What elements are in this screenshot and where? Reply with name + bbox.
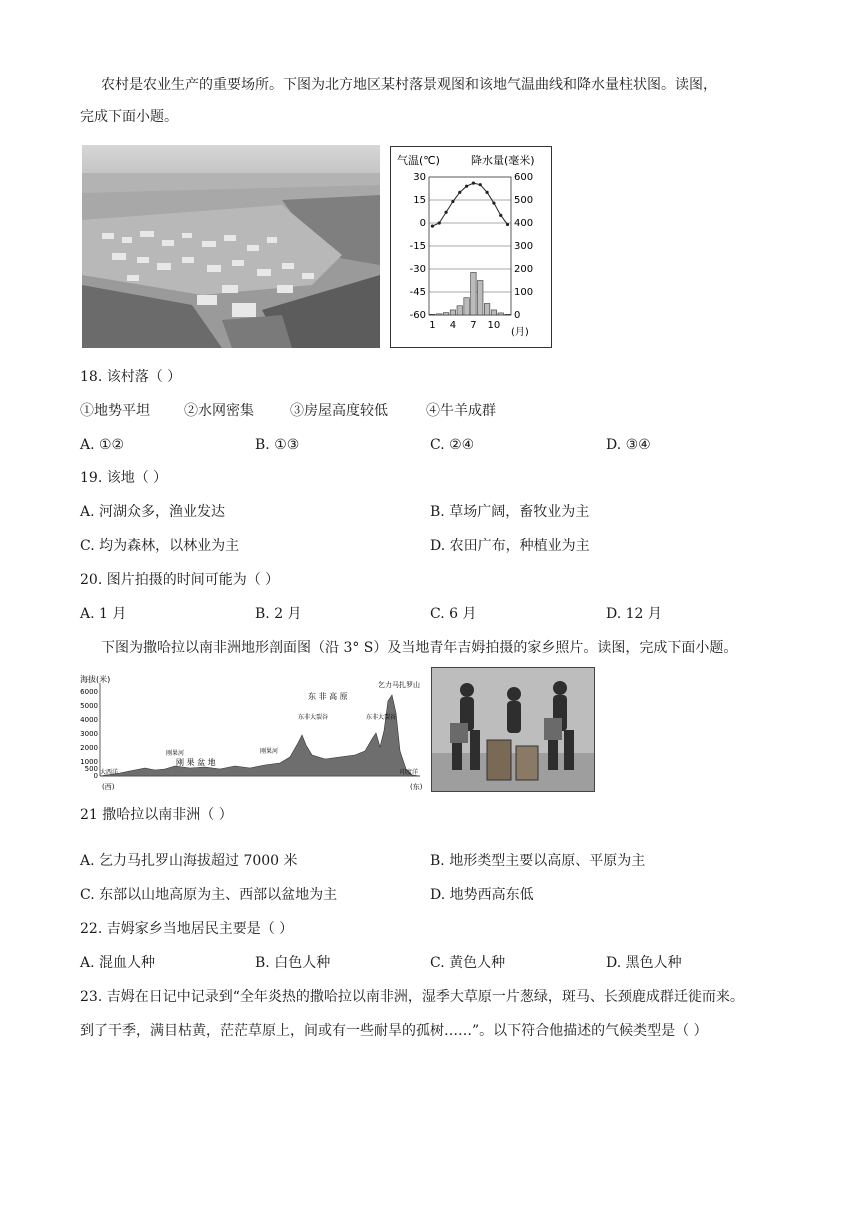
profile-label-east: (东) [410,783,423,791]
profile-label-peak: 乞力马扎罗山 [378,681,420,689]
profile-tick-1000: 1000 [80,758,98,766]
q22-option-c: C. 黄色人种 [430,955,506,971]
q22-option-d: D. 黑色人种 [606,955,682,971]
profile-y-label: 海拔(米) [80,675,111,684]
temperature-point [499,214,502,217]
chart-left-tick-label: -60 [409,310,426,321]
q22-stem: 22. 吉姆家乡当地居民主要是（ ） [80,921,294,937]
chart-right-tick-label: 0 [514,310,521,321]
precipitation-bar [443,313,448,315]
intro-paragraph-2: 下图为撒哈拉以南非洲地形剖面图（沿 3° S）及当地青年吉姆拍摄的家乡照片。读图，完成下面小题。 [101,640,738,656]
temperature-point [438,221,441,224]
q21-option-b: B. 地形类型主要以高原、平原为主 [430,853,646,869]
q20-option-c: C. 6 月 [430,606,477,622]
temperature-point [458,191,461,194]
chart-left-tick-label: 0 [419,218,426,229]
chart-left-tick-label: -30 [409,264,426,275]
q18-item-3: ③房屋高度较低 [290,403,388,419]
terrain-profile-diagram [80,673,425,795]
chart-right-tick-label: 500 [514,195,534,206]
q18-item-2: ②水网密集 [184,403,254,419]
temperature-point [465,185,468,188]
temperature-point [472,182,475,185]
profile-tick-500: 500 [84,765,98,773]
chart-left-tick-label: -15 [409,241,426,252]
q23-stem-cont: 到了干季，满目枯黄，茫茫草原上，间或有一些耐旱的孤树……”。以下符合他描述的气候类型是（ ） [80,1023,708,1039]
q18-item-1: ①地势平坦 [80,403,150,419]
precipitation-bar [491,310,496,315]
profile-tick-6000: 6000 [80,688,98,696]
chart-right-tick-label: 200 [514,264,534,275]
chart-right-axis-title: 降水量(毫米) [471,154,535,167]
profile-tick-5000: 5000 [80,702,98,710]
q18-stem: 18. 该村落（ ） [80,369,182,385]
profile-label-atlantic: 大西洋 [100,769,119,776]
village-landscape-photo [82,145,380,348]
q23-stem: 23. 吉姆在日记中记录到“全年炎热的撒哈拉以南非洲，湿季大草原一片葱绿，斑马、长颈鹿成群迁徙而来。 [80,989,744,1005]
temperature-point [431,224,434,227]
precipitation-bar [505,314,510,315]
intro-paragraph-1: 农村是农业生产的重要场所。下图为北方地区某村落景观图和该地气温曲线和降水量柱状图。读图， [101,77,717,93]
precipitation-bar [478,281,483,316]
temperature-curve [432,183,507,226]
precipitation-bar [457,306,462,315]
chart-x-tick-label: 7 [470,320,477,331]
q21-stem: 21 撒哈拉以南非洲（ ） [80,807,233,823]
profile-label-river-east: 刚果河 [260,748,279,755]
temperature-point [451,200,454,203]
chart-left-tick-label: 30 [413,172,426,183]
precipitation-bar [498,313,503,315]
climate-chart [390,146,552,348]
precipitation-bar [437,314,442,315]
profile-tick-3000: 3000 [80,730,98,738]
temperature-point [479,183,482,186]
profile-label-rift-west: 东非大裂谷 [298,714,329,721]
drummers-photo [431,667,595,792]
precipitation-bar [471,272,476,315]
profile-label-rift-east: 东非大裂谷 [366,714,397,721]
q21-option-d: D. 地势西高东低 [430,887,534,903]
temperature-point [444,211,447,214]
profile-label-west: (西) [102,783,115,791]
q20-option-b: B. 2 月 [255,606,302,622]
q19-option-d: D. 农田广布，种植业为主 [430,538,590,554]
q20-stem: 20. 图片拍摄的时间可能为（ ） [80,572,280,588]
profile-label-indian-ocean: 印度洋 [400,769,419,776]
temperature-point [485,191,488,194]
q20-option-a: A. 1 月 [80,606,127,622]
chart-right-tick-label: 400 [514,218,534,229]
chart-left-axis-title: 气温(℃) [397,154,440,167]
chart-x-tick-label: 4 [449,320,457,331]
precipitation-bar [464,298,469,315]
q18-option-a: A. ①② [80,437,125,453]
profile-label-basin: 刚 果 盆 地 [176,758,216,767]
q22-option-a: A. 混血人种 [80,955,156,971]
q18-item-4: ④牛羊成群 [426,403,496,419]
profile-label-plateau: 东 非 高 原 [308,692,348,701]
temperature-point [506,223,509,226]
profile-label-river-west: 刚果河 [166,750,185,757]
q21-option-c: C. 东部以山地高原为主、西部以盆地为主 [80,887,338,903]
q22-option-b: B. 白色人种 [255,955,331,971]
chart-left-tick-label: -45 [409,287,426,298]
precipitation-bar [484,304,489,316]
q21-option-a: A. 乞力马扎罗山海拔超过 7000 米 [80,853,298,869]
chart-right-tick-label: 300 [514,241,534,252]
q19-option-c: C. 均为森林，以林业为主 [80,538,240,554]
temperature-point [492,201,495,204]
chart-right-tick-label: 100 [514,287,534,298]
precipitation-bar [430,314,435,315]
q18-option-d: D. ③④ [606,437,651,453]
chart-x-tick-label: 1 [429,320,436,331]
q19-option-b: B. 草场广阔，畜牧业为主 [430,504,590,520]
chart-x-unit: (月) [511,327,529,338]
profile-tick-2000: 2000 [80,744,98,752]
q19-stem: 19. 该地（ ） [80,470,168,486]
q18-option-b: B. ①③ [255,437,300,453]
q19-option-a: A. 河湖众多，渔业发达 [80,504,226,520]
profile-tick-0: 0 [93,772,98,780]
chart-right-tick-label: 600 [514,172,534,183]
q20-option-d: D. 12 月 [606,606,662,622]
chart-x-tick-label: 10 [487,320,501,331]
q18-option-c: C. ②④ [430,437,475,453]
precipitation-bar [450,310,455,315]
profile-tick-4000: 4000 [80,716,98,724]
chart-left-tick-label: 15 [413,195,426,206]
intro-paragraph-1-cont: 完成下面小题。 [80,109,178,125]
